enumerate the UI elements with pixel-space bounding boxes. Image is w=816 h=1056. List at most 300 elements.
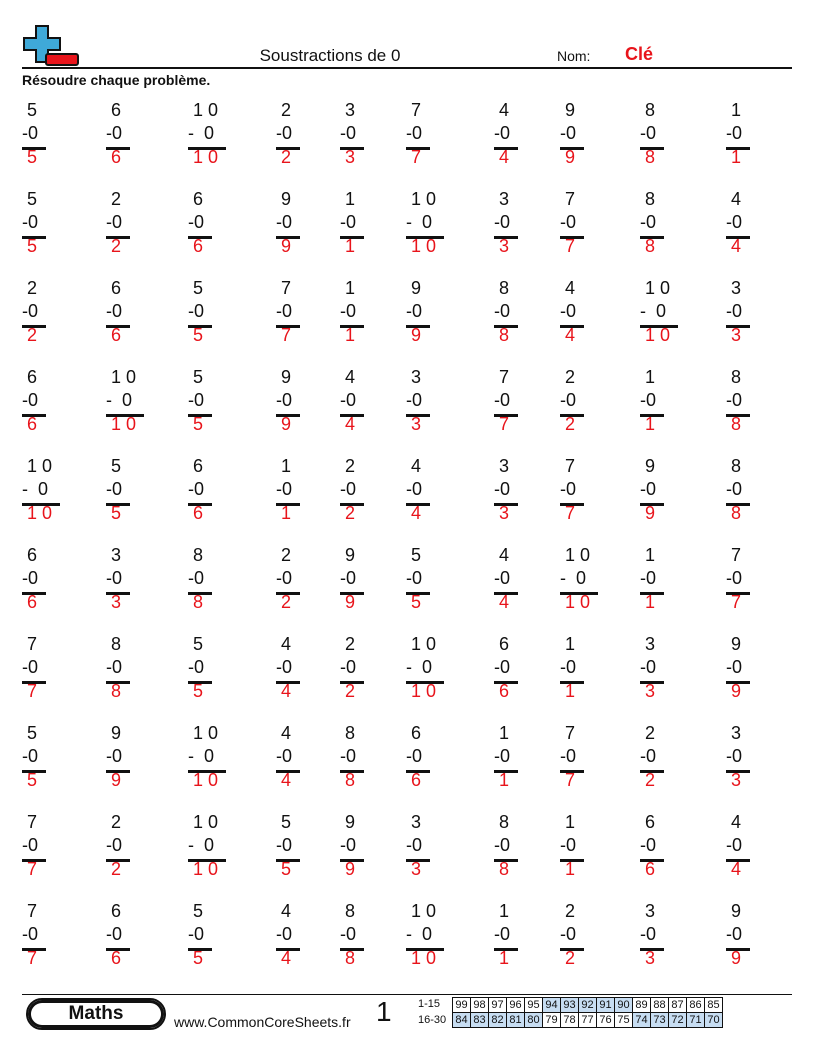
minuend: 3 bbox=[726, 723, 742, 743]
subtrahend: - 0 bbox=[560, 568, 587, 588]
score-cell: 97 bbox=[489, 998, 507, 1013]
subtrahend: -0 bbox=[406, 390, 423, 410]
answer: 1 0 bbox=[188, 770, 219, 790]
subtrahend: -0 bbox=[494, 835, 511, 855]
subtrahend: - 0 bbox=[188, 835, 215, 855]
answer: 5 bbox=[22, 236, 38, 256]
subtrahend: -0 bbox=[276, 924, 293, 944]
subtrahend: -0 bbox=[640, 479, 657, 499]
minuend: 9 bbox=[726, 634, 742, 654]
subtrahend: -0 bbox=[726, 657, 743, 677]
score-cell: 90 bbox=[615, 998, 633, 1013]
minuend: 5 bbox=[188, 278, 204, 298]
answer: 8 bbox=[494, 325, 510, 345]
minuend: 5 bbox=[188, 634, 204, 654]
answer: 3 bbox=[640, 681, 656, 701]
minuend: 1 0 bbox=[406, 189, 437, 209]
answer: 3 bbox=[406, 859, 422, 879]
minuend: 7 bbox=[406, 100, 422, 120]
subtrahend: -0 bbox=[22, 212, 39, 232]
score-cell: 75 bbox=[615, 1013, 633, 1028]
minuend: 8 bbox=[640, 189, 656, 209]
subtrahend: -0 bbox=[340, 568, 357, 588]
answer: 7 bbox=[276, 325, 292, 345]
subtrahend: -0 bbox=[560, 123, 577, 143]
minuend: 3 bbox=[406, 812, 422, 832]
minuend: 7 bbox=[276, 278, 292, 298]
subtrahend: -0 bbox=[494, 212, 511, 232]
minuend: 8 bbox=[494, 278, 510, 298]
subtrahend: -0 bbox=[640, 746, 657, 766]
score-row-label: 1-15 bbox=[418, 998, 441, 1010]
subtrahend: -0 bbox=[560, 746, 577, 766]
minuend: 4 bbox=[494, 100, 510, 120]
answer: 6 bbox=[640, 859, 656, 879]
answer: 1 bbox=[340, 325, 356, 345]
answer: 2 bbox=[106, 236, 122, 256]
answer: 5 bbox=[188, 948, 204, 968]
subtrahend: -0 bbox=[340, 390, 357, 410]
subtrahend: -0 bbox=[188, 657, 205, 677]
subtrahend: -0 bbox=[106, 123, 123, 143]
minuend: 1 0 bbox=[188, 812, 219, 832]
answer: 1 bbox=[340, 236, 356, 256]
answer: 8 bbox=[188, 592, 204, 612]
subtrahend: -0 bbox=[340, 212, 357, 232]
subtrahend: -0 bbox=[340, 123, 357, 143]
subtrahend: -0 bbox=[640, 390, 657, 410]
answer: 1 bbox=[494, 770, 510, 790]
minuend: 8 bbox=[726, 456, 742, 476]
instructions: Résoudre chaque problème. bbox=[22, 72, 211, 88]
subtrahend: -0 bbox=[560, 479, 577, 499]
page-title: Soustractions de 0 bbox=[259, 46, 401, 65]
minuend: 9 bbox=[406, 278, 422, 298]
subtrahend: -0 bbox=[188, 568, 205, 588]
subtrahend: -0 bbox=[494, 568, 511, 588]
subtrahend: - 0 bbox=[188, 746, 215, 766]
answer: 8 bbox=[494, 859, 510, 879]
score-cell: 89 bbox=[633, 998, 651, 1013]
minuend: 5 bbox=[22, 189, 38, 209]
answer: 3 bbox=[406, 414, 422, 434]
answer: 7 bbox=[494, 414, 510, 434]
answer: 6 bbox=[188, 236, 204, 256]
score-cell: 91 bbox=[597, 998, 615, 1013]
answer: 2 bbox=[276, 147, 292, 167]
answer: 1 0 bbox=[560, 592, 591, 612]
score-cell: 73 bbox=[651, 1013, 669, 1028]
score-cell: 85 bbox=[705, 998, 723, 1013]
answer: 1 0 bbox=[406, 681, 437, 701]
subtrahend: -0 bbox=[726, 390, 743, 410]
minuend: 3 bbox=[640, 634, 656, 654]
minuend: 4 bbox=[340, 367, 356, 387]
subtrahend: - 0 bbox=[406, 924, 433, 944]
score-cell: 83 bbox=[471, 1013, 489, 1028]
subtrahend: -0 bbox=[560, 212, 577, 232]
subtrahend: - 0 bbox=[640, 301, 667, 321]
minuend: 1 0 bbox=[22, 456, 53, 476]
subtrahend: -0 bbox=[188, 212, 205, 232]
score-cell: 78 bbox=[561, 1013, 579, 1028]
answer: 4 bbox=[494, 592, 510, 612]
minuend: 2 bbox=[640, 723, 656, 743]
minuend: 9 bbox=[340, 545, 356, 565]
score-cell: 92 bbox=[579, 998, 597, 1013]
subtrahend: -0 bbox=[188, 301, 205, 321]
subtrahend: -0 bbox=[22, 746, 39, 766]
subtrahend: -0 bbox=[276, 301, 293, 321]
minuend: 1 bbox=[640, 545, 656, 565]
answer: 1 0 bbox=[188, 859, 219, 879]
answer: 5 bbox=[188, 681, 204, 701]
answer: 2 bbox=[340, 681, 356, 701]
answer: 4 bbox=[276, 770, 292, 790]
minuend: 4 bbox=[494, 545, 510, 565]
subtrahend: -0 bbox=[106, 479, 123, 499]
minuend: 7 bbox=[22, 634, 38, 654]
answer: 6 bbox=[22, 592, 38, 612]
answer: 6 bbox=[106, 948, 122, 968]
answer: 7 bbox=[726, 592, 742, 612]
minuend: 6 bbox=[494, 634, 510, 654]
answer: 4 bbox=[494, 147, 510, 167]
score-cell: 71 bbox=[687, 1013, 705, 1028]
minuend: 6 bbox=[406, 723, 422, 743]
subtrahend: -0 bbox=[276, 835, 293, 855]
subtrahend: -0 bbox=[494, 301, 511, 321]
answer: 6 bbox=[406, 770, 422, 790]
answer: 5 bbox=[188, 325, 204, 345]
subtrahend: -0 bbox=[22, 301, 39, 321]
subtrahend: -0 bbox=[640, 568, 657, 588]
subtrahend: -0 bbox=[726, 479, 743, 499]
answer: 8 bbox=[726, 414, 742, 434]
score-cell: 72 bbox=[669, 1013, 687, 1028]
answer: 4 bbox=[340, 414, 356, 434]
minuend: 1 0 bbox=[640, 278, 671, 298]
minuend: 7 bbox=[560, 723, 576, 743]
subtrahend: -0 bbox=[560, 924, 577, 944]
answer: 3 bbox=[726, 325, 742, 345]
score-cell: 98 bbox=[471, 998, 489, 1013]
score-cell: 84 bbox=[453, 1013, 471, 1028]
minuend: 6 bbox=[22, 367, 38, 387]
answer: 1 0 bbox=[406, 948, 437, 968]
answer: 2 bbox=[560, 948, 576, 968]
subtrahend: -0 bbox=[188, 390, 205, 410]
answer: 1 bbox=[494, 948, 510, 968]
minuend: 4 bbox=[726, 189, 742, 209]
subtrahend: -0 bbox=[726, 746, 743, 766]
minuend: 2 bbox=[106, 189, 122, 209]
score-row bbox=[453, 998, 723, 1013]
subtrahend: -0 bbox=[640, 212, 657, 232]
subtrahend: - 0 bbox=[22, 479, 49, 499]
minuend: 3 bbox=[494, 189, 510, 209]
score-cell: 93 bbox=[561, 998, 579, 1013]
minuend: 8 bbox=[726, 367, 742, 387]
minuend: 1 0 bbox=[406, 634, 437, 654]
subtrahend: - 0 bbox=[106, 390, 133, 410]
minuend: 8 bbox=[340, 901, 356, 921]
subtrahend: -0 bbox=[22, 835, 39, 855]
minuend: 3 bbox=[406, 367, 422, 387]
subtrahend: -0 bbox=[406, 835, 423, 855]
answer: 2 bbox=[22, 325, 38, 345]
subtrahend: -0 bbox=[276, 657, 293, 677]
answer: 7 bbox=[22, 948, 38, 968]
minuend: 8 bbox=[494, 812, 510, 832]
minuend: 3 bbox=[340, 100, 356, 120]
minuend: 4 bbox=[726, 812, 742, 832]
subtrahend: -0 bbox=[494, 924, 511, 944]
answer: 3 bbox=[494, 503, 510, 523]
minuend: 8 bbox=[340, 723, 356, 743]
answer: 1 0 bbox=[188, 147, 219, 167]
subtrahend: -0 bbox=[22, 390, 39, 410]
minuend: 4 bbox=[276, 723, 292, 743]
minuend: 6 bbox=[188, 456, 204, 476]
minuend: 2 bbox=[276, 100, 292, 120]
score-cell: 96 bbox=[507, 998, 525, 1013]
answer: 1 bbox=[726, 147, 742, 167]
score-cell: 86 bbox=[687, 998, 705, 1013]
subtrahend: -0 bbox=[106, 212, 123, 232]
minuend: 6 bbox=[188, 189, 204, 209]
answer: 2 bbox=[276, 592, 292, 612]
answer: 1 bbox=[640, 592, 656, 612]
answer: 6 bbox=[106, 325, 122, 345]
answer: 4 bbox=[276, 948, 292, 968]
answer: 4 bbox=[726, 236, 742, 256]
minuend: 1 0 bbox=[188, 100, 219, 120]
minuend: 5 bbox=[22, 100, 38, 120]
minuend: 6 bbox=[22, 545, 38, 565]
name-label: Nom: bbox=[557, 48, 591, 64]
minuend: 3 bbox=[494, 456, 510, 476]
score-cell: 99 bbox=[453, 998, 471, 1013]
minuend: 6 bbox=[640, 812, 656, 832]
minuend: 7 bbox=[22, 901, 38, 921]
minuend: 1 bbox=[640, 367, 656, 387]
answer: 8 bbox=[640, 236, 656, 256]
minuend: 2 bbox=[340, 634, 356, 654]
answer: 8 bbox=[726, 503, 742, 523]
answer: 7 bbox=[406, 147, 422, 167]
minuend: 5 bbox=[106, 456, 122, 476]
answer: 5 bbox=[22, 147, 38, 167]
answer: 9 bbox=[640, 503, 656, 523]
score-table bbox=[452, 997, 723, 1028]
subtrahend: -0 bbox=[340, 301, 357, 321]
minuend: 5 bbox=[276, 812, 292, 832]
minuend: 1 bbox=[494, 901, 510, 921]
minuend: 6 bbox=[106, 100, 122, 120]
answer: 9 bbox=[726, 948, 742, 968]
subtrahend: -0 bbox=[106, 301, 123, 321]
name-value: Clé bbox=[625, 44, 654, 64]
subtrahend: -0 bbox=[276, 568, 293, 588]
answer: 8 bbox=[340, 948, 356, 968]
answer: 1 bbox=[276, 503, 292, 523]
minuend: 1 bbox=[726, 100, 742, 120]
subtrahend: -0 bbox=[106, 568, 123, 588]
subtrahend: -0 bbox=[494, 479, 511, 499]
subtrahend: -0 bbox=[188, 479, 205, 499]
answer: 2 bbox=[640, 770, 656, 790]
answer: 7 bbox=[22, 859, 38, 879]
subtrahend: -0 bbox=[188, 924, 205, 944]
minuend: 2 bbox=[560, 901, 576, 921]
subtrahend: -0 bbox=[22, 657, 39, 677]
answer: 3 bbox=[106, 592, 122, 612]
score-cell: 95 bbox=[525, 998, 543, 1013]
score-cell: 80 bbox=[525, 1013, 543, 1028]
subtrahend: - 0 bbox=[406, 657, 433, 677]
answer: 7 bbox=[22, 681, 38, 701]
answer: 9 bbox=[560, 147, 576, 167]
minuend: 7 bbox=[494, 367, 510, 387]
subtrahend: -0 bbox=[726, 568, 743, 588]
subtrahend: -0 bbox=[340, 835, 357, 855]
minuend: 2 bbox=[22, 278, 38, 298]
subtrahend: -0 bbox=[560, 835, 577, 855]
subtrahend: - 0 bbox=[406, 212, 433, 232]
score-row bbox=[453, 1013, 723, 1028]
subtrahend: - 0 bbox=[188, 123, 215, 143]
answer: 6 bbox=[188, 503, 204, 523]
minuend: 2 bbox=[106, 812, 122, 832]
subtrahend: -0 bbox=[340, 479, 357, 499]
subject-label: Maths bbox=[68, 1003, 124, 1024]
minuend: 9 bbox=[276, 189, 292, 209]
score-cell: 94 bbox=[543, 998, 561, 1013]
subtrahend: -0 bbox=[406, 568, 423, 588]
minuend: 1 0 bbox=[406, 901, 437, 921]
subject-badge bbox=[26, 998, 166, 1030]
subtrahend: -0 bbox=[276, 479, 293, 499]
subtrahend: -0 bbox=[22, 568, 39, 588]
answer: 8 bbox=[106, 681, 122, 701]
minuend: 9 bbox=[340, 812, 356, 832]
answer: 3 bbox=[726, 770, 742, 790]
minuend: 6 bbox=[106, 278, 122, 298]
answer: 8 bbox=[640, 147, 656, 167]
minuend: 6 bbox=[106, 901, 122, 921]
minuend: 2 bbox=[340, 456, 356, 476]
minuend: 3 bbox=[640, 901, 656, 921]
answer: 9 bbox=[276, 236, 292, 256]
minuend: 1 bbox=[340, 278, 356, 298]
subtrahend: -0 bbox=[406, 123, 423, 143]
answer: 2 bbox=[560, 414, 576, 434]
minuend: 8 bbox=[640, 100, 656, 120]
answer: 2 bbox=[340, 503, 356, 523]
subtrahend: -0 bbox=[560, 657, 577, 677]
subtrahend: -0 bbox=[640, 123, 657, 143]
minuend: 9 bbox=[640, 456, 656, 476]
minuend: 1 0 bbox=[188, 723, 219, 743]
answer: 9 bbox=[726, 681, 742, 701]
answer: 7 bbox=[560, 770, 576, 790]
minuend: 1 bbox=[340, 189, 356, 209]
minuend: 8 bbox=[188, 545, 204, 565]
minuend: 9 bbox=[560, 100, 576, 120]
subtrahend: -0 bbox=[276, 746, 293, 766]
answer: 5 bbox=[22, 770, 38, 790]
minuend: 7 bbox=[560, 189, 576, 209]
minuend: 1 bbox=[494, 723, 510, 743]
subtrahend: -0 bbox=[106, 924, 123, 944]
minuend: 3 bbox=[726, 278, 742, 298]
minuend: 9 bbox=[106, 723, 122, 743]
subtrahend: -0 bbox=[106, 835, 123, 855]
minuend: 7 bbox=[726, 545, 742, 565]
answer: 5 bbox=[276, 859, 292, 879]
page-number: 1 bbox=[376, 996, 392, 1027]
subtrahend: -0 bbox=[494, 657, 511, 677]
subtrahend: -0 bbox=[726, 924, 743, 944]
answer: 5 bbox=[188, 414, 204, 434]
answer: 7 bbox=[560, 236, 576, 256]
answer: 9 bbox=[340, 592, 356, 612]
answer: 8 bbox=[340, 770, 356, 790]
minuend: 1 0 bbox=[560, 545, 591, 565]
answer: 1 0 bbox=[22, 503, 53, 523]
score-cell: 82 bbox=[489, 1013, 507, 1028]
subtrahend: -0 bbox=[726, 123, 743, 143]
minuend: 5 bbox=[22, 723, 38, 743]
subtrahend: -0 bbox=[276, 390, 293, 410]
subtrahend: -0 bbox=[560, 301, 577, 321]
score-row-label: 16-30 bbox=[418, 1014, 447, 1026]
answer: 4 bbox=[276, 681, 292, 701]
answer: 3 bbox=[640, 948, 656, 968]
subtrahend: -0 bbox=[494, 746, 511, 766]
answer: 1 0 bbox=[640, 325, 671, 345]
subtrahend: -0 bbox=[22, 924, 39, 944]
subtrahend: -0 bbox=[106, 657, 123, 677]
answer: 5 bbox=[106, 503, 122, 523]
answer: 3 bbox=[340, 147, 356, 167]
minuend: 1 bbox=[560, 634, 576, 654]
answer: 4 bbox=[406, 503, 422, 523]
answer: 9 bbox=[106, 770, 122, 790]
score-cell: 79 bbox=[543, 1013, 561, 1028]
answer: 6 bbox=[22, 414, 38, 434]
subtrahend: -0 bbox=[494, 390, 511, 410]
minuend: 2 bbox=[560, 367, 576, 387]
answer: 7 bbox=[560, 503, 576, 523]
minuend: 9 bbox=[276, 367, 292, 387]
score-cell: 87 bbox=[669, 998, 687, 1013]
subtrahend: -0 bbox=[726, 301, 743, 321]
subtrahend: -0 bbox=[640, 657, 657, 677]
subtrahend: -0 bbox=[406, 301, 423, 321]
minuend: 4 bbox=[276, 901, 292, 921]
minuend: 5 bbox=[188, 367, 204, 387]
minuend: 4 bbox=[276, 634, 292, 654]
subtrahend: -0 bbox=[276, 123, 293, 143]
minuend: 7 bbox=[560, 456, 576, 476]
minuend: 5 bbox=[188, 901, 204, 921]
score-cell: 88 bbox=[651, 998, 669, 1013]
subtrahend: -0 bbox=[340, 657, 357, 677]
minuend: 1 bbox=[560, 812, 576, 832]
answer: 9 bbox=[406, 325, 422, 345]
